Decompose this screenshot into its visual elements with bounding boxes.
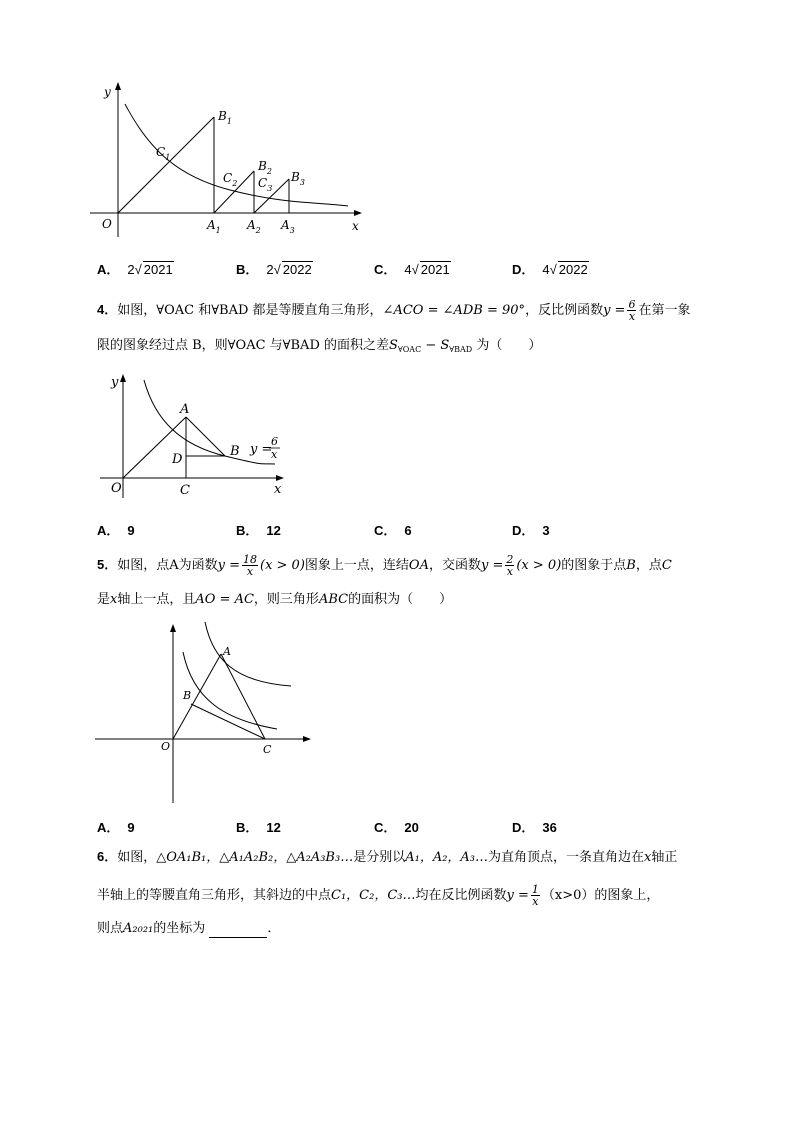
- label-C: C: [180, 483, 190, 498]
- q5-line1: 5．如图，点A为函数y = $\frac{18}{x}$ (x > 0)图象上一点，连结OA，交函数y = $\frac{2}{x}$ (x > 0)的图象于点B，点C: [97, 553, 672, 578]
- label-B1: $B_1$: [218, 109, 232, 126]
- y-arrow-icon: [120, 374, 126, 382]
- hyp-A1B2: [214, 171, 254, 213]
- label-O: O: [161, 740, 171, 753]
- label-A1: $A_1$: [207, 218, 221, 235]
- q4-fraction: $\frac{6}{x}$: [628, 298, 636, 323]
- label-O: O: [111, 481, 122, 496]
- q3-option-d[interactable]: D． 4√ 2022: [512, 262, 588, 277]
- q4-line1: 4．如图，∀OAC 和∀BAD 都是等腰直角三角形，∠ACO = ∠ADB = 90°，反比例函数y = $\frac{6}{x}$ 在第一象: [97, 298, 691, 323]
- side-OA: [123, 417, 186, 478]
- q6-line3: 则点A₂₀₂₁的坐标为 ．: [97, 921, 281, 936]
- q4-option-c[interactable]: C． 6: [374, 523, 412, 538]
- label-C1: $C_1$: [156, 145, 171, 162]
- label-x: x: [274, 482, 282, 497]
- label-B2: $B_2$: [258, 159, 272, 176]
- hyp-OB1: [118, 117, 214, 213]
- x-arrow-icon: [303, 736, 311, 742]
- label-O: O: [102, 217, 112, 231]
- label-func-bot: x: [271, 448, 278, 461]
- label-C: C: [263, 743, 272, 756]
- figure-q3: [90, 82, 380, 242]
- q6-line2: 半轴上的等腰直角三角形，其斜边的中点C₁，C₂，C₃…均在反比例函数y = $\frac{1}{x}$ （x>0）的图象上，: [97, 883, 660, 908]
- q4-option-b[interactable]: B． 12: [236, 523, 281, 538]
- q6-line1: 6．如图，△OA₁B₁，△A₁A₂B₂，△A₂A₃B₃…是分别以A₁，A₂，A₃…为直角顶点，一条直角边在x轴正: [97, 849, 678, 865]
- q5-option-a[interactable]: A． 9: [97, 820, 135, 835]
- label-C3: $C_3$: [258, 176, 273, 193]
- label-B: B: [183, 689, 192, 702]
- q5-line2: 是x轴上一点，且AO = AC，则三角形ABC的面积为（ ）: [97, 592, 453, 607]
- segment-AC: [221, 654, 265, 739]
- segment-OA: [173, 654, 221, 739]
- segment-BC: [191, 704, 265, 739]
- q3-option-c[interactable]: C． 4√ 2021: [374, 262, 450, 277]
- figure-q4: [100, 370, 290, 500]
- curve-2-over-x: [183, 652, 277, 729]
- label-x: x: [352, 219, 359, 233]
- label-func: y =: [250, 442, 273, 457]
- q3-option-b[interactable]: B． 2√ 2022: [236, 262, 312, 277]
- q5-option-c[interactable]: C． 20: [374, 820, 419, 835]
- q5-option-d[interactable]: D． 36: [512, 820, 557, 835]
- answer-blank[interactable]: [209, 925, 267, 938]
- label-y: y: [111, 375, 119, 390]
- label-B: B: [230, 444, 240, 459]
- q4-option-a[interactable]: A． 9: [97, 523, 135, 538]
- label-A3: $A_3$: [281, 218, 295, 235]
- y-arrow-icon: [115, 82, 121, 90]
- label-D: D: [172, 452, 183, 467]
- x-arrow-icon: [354, 210, 362, 216]
- label-func-top: 6: [271, 435, 278, 448]
- x-arrow-icon: [276, 475, 284, 481]
- label-A: A: [180, 402, 190, 417]
- q4-line2: 限的图象经过点 B，则∀OAC 与∀BAD 的面积之差$S_{\forall OAC} - S_{\forall BAD}$ 为（ ）: [97, 338, 542, 354]
- label-C2: $C_2$: [223, 171, 238, 188]
- label-y: y: [104, 85, 111, 99]
- label-A: A: [223, 645, 231, 658]
- q5-option-b[interactable]: B． 12: [236, 820, 281, 835]
- q4-option-d[interactable]: D． 3: [512, 523, 550, 538]
- label-A2: $A_2$: [247, 218, 261, 235]
- curve-18-over-x: [205, 622, 291, 686]
- y-arrow-icon: [170, 624, 176, 632]
- q3-option-a[interactable]: A． 2√ 2021: [97, 262, 173, 277]
- figure-q5: [95, 620, 315, 805]
- label-B3: $B_3$: [291, 170, 305, 187]
